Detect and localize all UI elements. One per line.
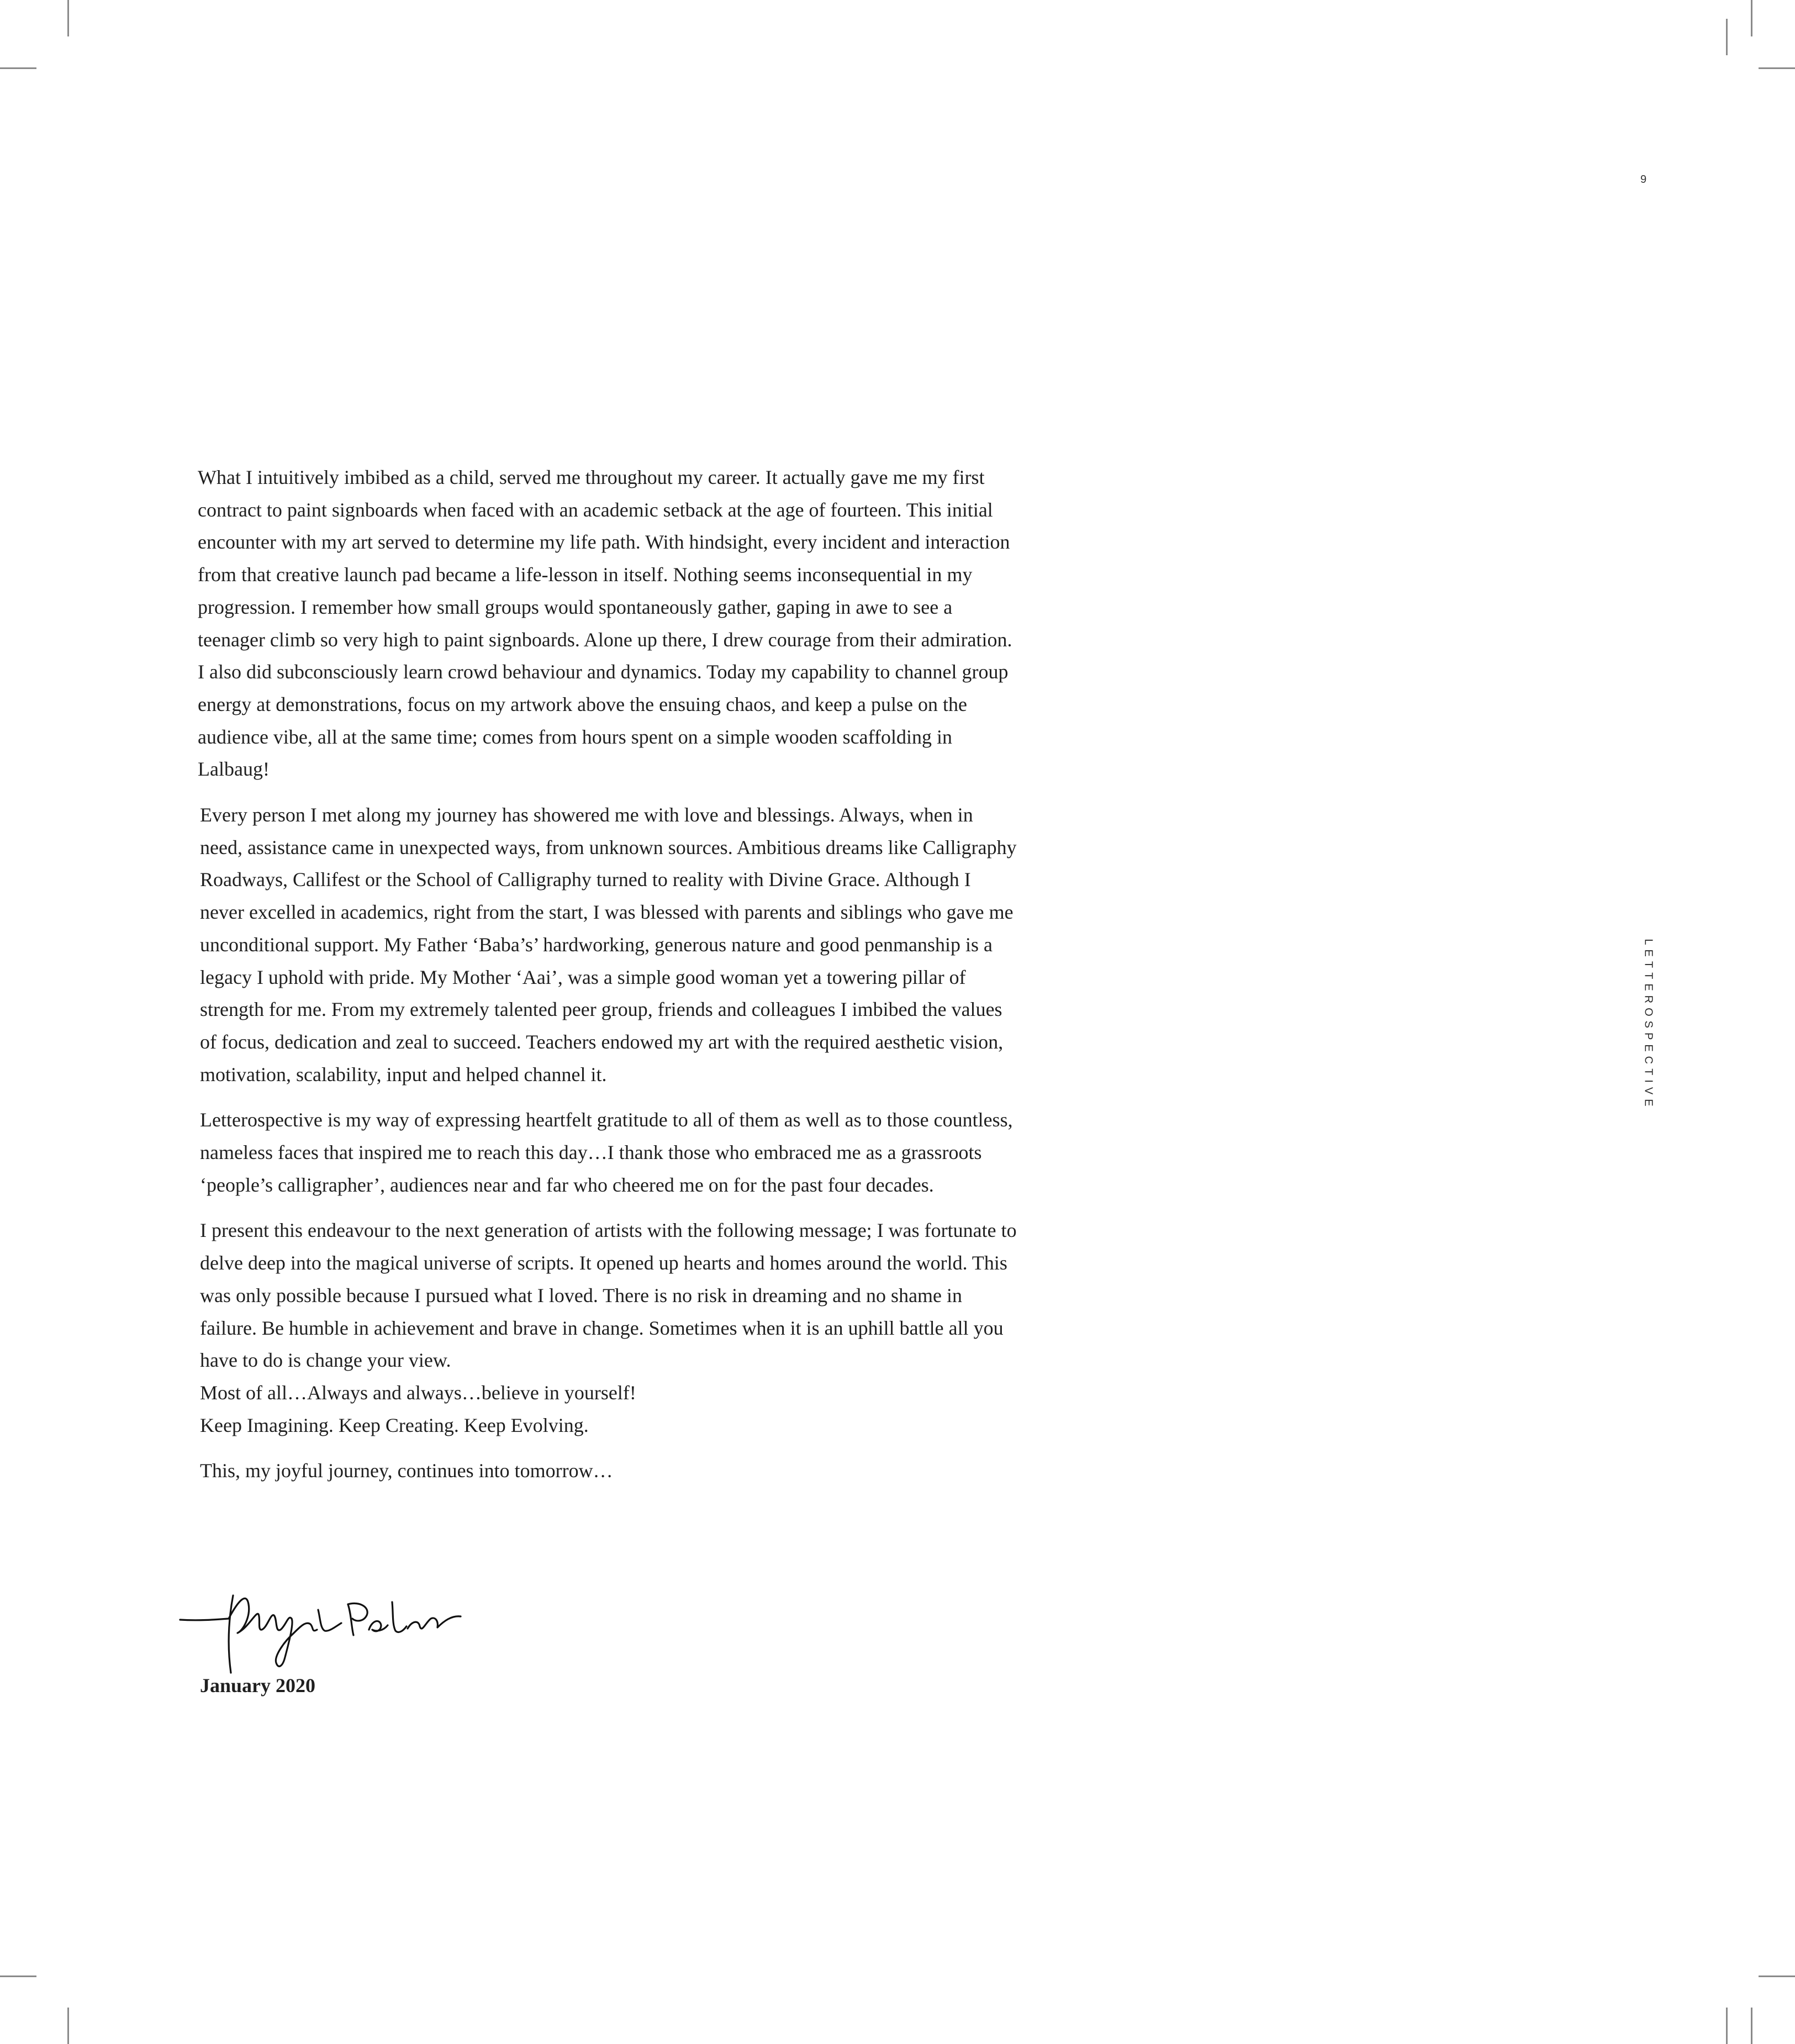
running-head: LETTEROSPECTIVE	[1642, 939, 1655, 1111]
crop-mark-bottom-left-h	[0, 1975, 36, 1977]
paragraph-4	[200, 1214, 1017, 1441]
paragraph-2: Every person I met along my journey has showered me with love and blessings. Always, when in need, assistance came in unexpected ways, from unknown sources. Ambitious dreams like Calligraphy Roadways, Callifest or the School of Calligraphy turned to reality with Divine Grace. Although I never excelled in academics, right from the start, I was blessed with parents and siblings who gave me unconditional support. My Father ‘Baba’s’ hardworking, generous nature and good penmanship is a legacy I uphold with pride. My Mother ‘Aai’, was a simple good woman yet a towering pillar of strength for me. From my extremely talented peer group, friends and colleagues I imbibed the values of focus, dedication and zeal to succeed. Teachers endowed my art with the required aesthetic vision, motivation, scalability, input and helped channel it.	[200, 804, 1017, 1086]
crop-mark-bottom-right-v2	[1751, 2008, 1752, 2044]
paragraph-3: Letterospective is my way of expressing heartfelt gratitude to all of them as well as to those countless, nameless faces that inspired me to reach this day…I thank those who embraced me as a grassroots ‘people’s calligrapher’, audiences near and far who cheered me on for the past four decades.	[200, 1109, 1013, 1196]
letter-date: January 2020	[200, 1674, 316, 1697]
paragraph-4-text: I present this endeavour to the next generation of artists with the following message; I was fortunate to delve deep into the magical universe of scripts. It opened up hearts and homes around the world. This was only possible because I pursued what I loved. There is no risk in dreaming and no shame in failure. Be humble in achievement and brave in change. Sometimes when it is an uphill battle all you have to do is change your view.	[200, 1219, 1017, 1372]
crop-mark-bottom-left-v	[67, 2008, 69, 2044]
paragraph-4-line-2: Most of all…Always and always…believe in yourself!	[200, 1381, 636, 1404]
crop-mark-top-left-v	[67, 0, 69, 36]
closing-line: This, my joyful journey, continues into tomorrow…	[200, 1460, 613, 1482]
letter-body	[200, 461, 1017, 1487]
crop-mark-bottom-right-v	[1726, 2008, 1728, 2044]
paragraph-1: What I intuitively imbibed as a child, served me throughout my career. It actually gave me my first contract to paint signboards when faced with an academic setback at the age of fourteen. This initial encounter with my art served to determine my life path. With hindsight, every incident and interaction from that creative launch pad became a life-lesson in itself. Nothing seems inconsequential in my progression. I remember how small groups would spontaneously gather, gaping in awe to see a teenager climb so very high to paint signboards. Alone up there, I drew courage from their admiration. I also did subconsciously learn crowd behaviour and dynamics. Today my capability to channel group energy at demonstrations, focus on my artwork above the ensuing chaos, and keep a pulse on the audience vibe, all at the same time; comes from hours spent on a simple wooden scaffolding in Lalbaug!	[198, 466, 1012, 781]
page-number: 9	[1640, 173, 1648, 186]
crop-mark-top-right-h	[1759, 67, 1795, 69]
crop-mark-top-left-h	[0, 67, 36, 69]
signature	[176, 1580, 485, 1679]
crop-mark-top-right-v	[1726, 19, 1728, 55]
crop-mark-bottom-right-h	[1759, 1975, 1795, 1977]
paragraph-4-line-3: Keep Imagining. Keep Creating. Keep Evolving.	[200, 1414, 589, 1436]
crop-mark-top-right-v2	[1751, 0, 1752, 36]
